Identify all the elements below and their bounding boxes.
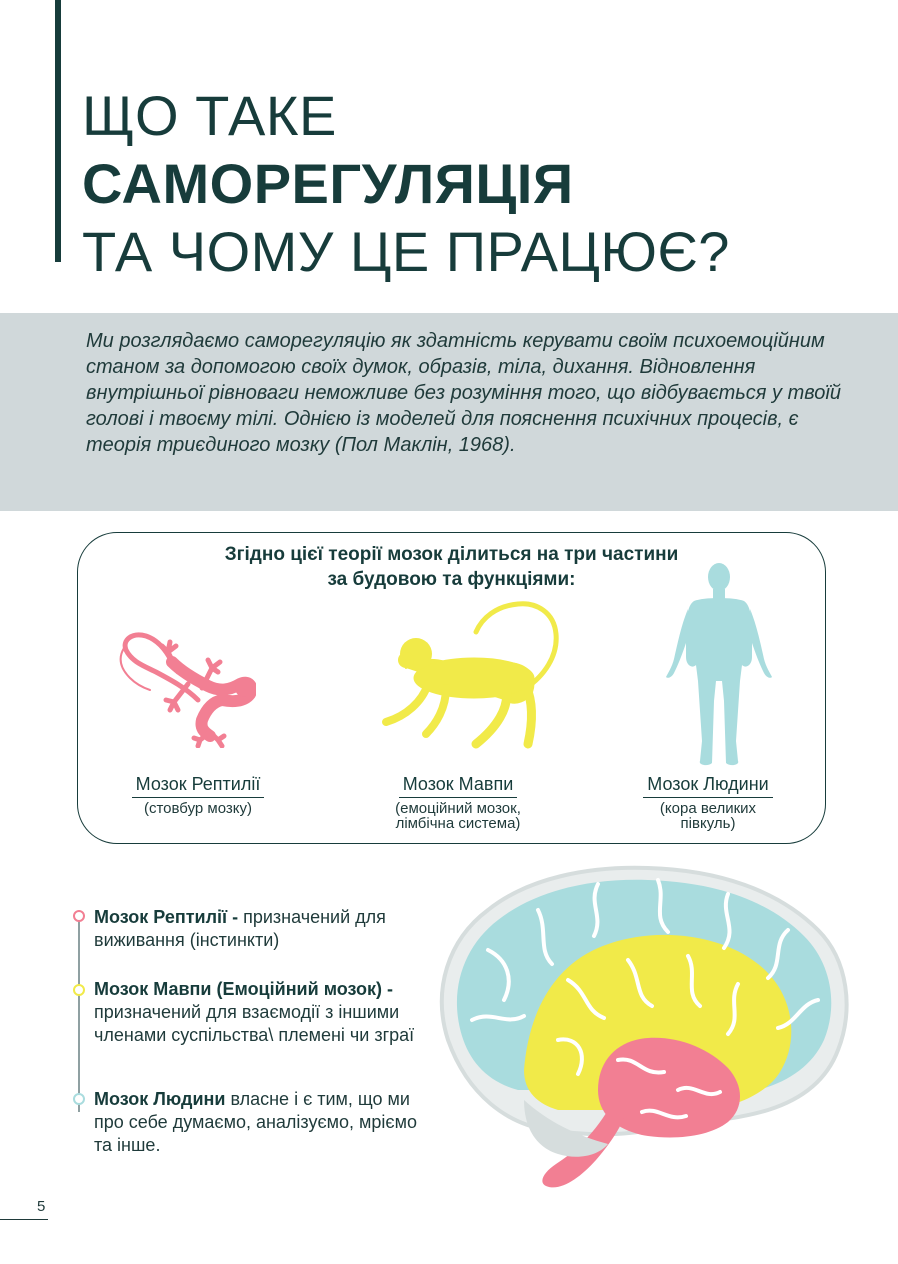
- bullet-text: призначений для взаємодії з іншими членами суспільства\ племені чи зграї: [94, 1002, 415, 1045]
- page-number: 5: [37, 1198, 46, 1215]
- brain-part-reptile: [108, 773, 288, 816]
- title-accent-bar: [55, 0, 61, 262]
- bullet-dot-reptile: [73, 910, 85, 922]
- bullet-title: Мозок Рептилії -: [94, 907, 239, 927]
- brain-part-desc-2: лімбічна система): [395, 815, 521, 832]
- intro-text: Ми розглядаємо саморегуляцію як здатність керувати своїм психоемоційним станом за допомогою своїх думок, образів, тіла, дихання. Відновлення внутрішньої рівноваги неможливе без розуміння того, що відбувається у твоїй голові і твоєму тілі. Однією із моделей для пояснення психічних процесів, є теорія триєдиного мозку (Пол Маклін, 1968).: [86, 330, 841, 456]
- brain-part-name: Мозок Людини: [643, 773, 772, 798]
- theory-heading-line-1: Згідно цієї теорії мозок ділиться на три частини: [224, 544, 679, 565]
- bullet-dot-human: [73, 1093, 85, 1105]
- bullet-title: Мозок Мавпи (Емоційний мозок) -: [94, 979, 394, 999]
- bullet-text: призначений для виживання (інстинкти): [94, 907, 386, 950]
- brain-part-monkey: [368, 773, 548, 831]
- bullet-dot-monkey: [73, 984, 85, 996]
- brain-part-desc: (кора великих: [659, 800, 757, 817]
- brain-part-desc: (стовбур мозку): [143, 800, 253, 817]
- theory-heading-line-2: за будовою та функціями:: [327, 569, 576, 590]
- bullet-connector-line: [78, 912, 80, 1112]
- bullet-human: [94, 1088, 434, 1157]
- brain-part-name: Мозок Мавпи: [399, 773, 518, 798]
- bullet-text: власне і є тим, що ми про себе думаємо, аналізуємо, мріємо та інше.: [94, 1089, 417, 1155]
- title-line-1: ЩО ТАКЕ: [82, 84, 337, 147]
- title-line-3: ТА ЧОМУ ЦЕ ПРАЦЮЄ?: [82, 220, 730, 283]
- page-title: [82, 82, 730, 286]
- bullet-monkey: [94, 978, 434, 1047]
- human-icon: [664, 561, 774, 771]
- lizard-icon: [116, 628, 256, 748]
- intro-panel: [0, 313, 898, 511]
- page-number-rule: [0, 1219, 48, 1220]
- brain-part-human: [618, 773, 798, 831]
- theory-box: [77, 532, 826, 844]
- monkey-icon: [376, 598, 566, 758]
- title-line-2: САМОРЕГУЛЯЦІЯ: [82, 152, 574, 215]
- brain-illustration: [428, 860, 858, 1200]
- brain-part-desc-2: півкуль): [680, 815, 736, 832]
- brain-part-desc: (емоційний мозок,: [395, 800, 521, 817]
- bullet-reptile: [94, 906, 434, 952]
- brain-part-name: Мозок Рептилії: [132, 773, 265, 798]
- bullet-title: Мозок Людини: [94, 1089, 226, 1109]
